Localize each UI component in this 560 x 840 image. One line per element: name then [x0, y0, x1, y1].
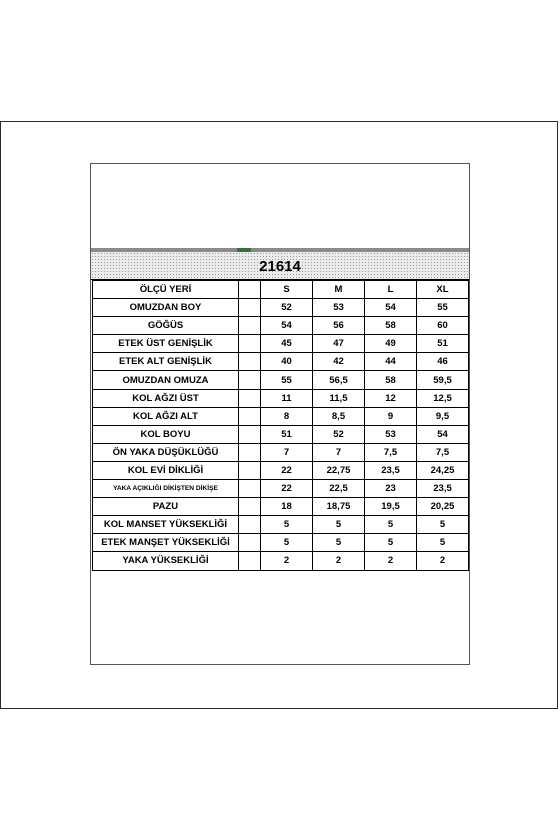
measurement-value: 12,5 [417, 389, 469, 407]
measurement-value: 11,5 [313, 389, 365, 407]
gap-cell [239, 534, 261, 552]
measurement-value: 53 [365, 425, 417, 443]
table-row [93, 299, 469, 317]
measurement-value: 7,5 [365, 443, 417, 461]
table-row [93, 534, 469, 552]
table-row [93, 335, 469, 353]
measurement-value: 55 [261, 371, 313, 389]
gap-cell [239, 389, 261, 407]
measurement-value: 54 [365, 299, 417, 317]
measurement-value: 58 [365, 371, 417, 389]
gap-cell [239, 443, 261, 461]
table-row [93, 443, 469, 461]
measurement-label: KOL AĞZI ÜST [93, 389, 239, 407]
measurement-value: 8 [261, 407, 313, 425]
table-row [93, 480, 469, 498]
measurement-label: ÖN YAKA DÜŞÜKLÜĞÜ [93, 443, 239, 461]
measurement-value: 46 [417, 353, 469, 371]
gap-cell [239, 552, 261, 570]
measurement-value: 2 [313, 552, 365, 570]
gap-cell [239, 480, 261, 498]
measurement-label: OMUZDAN BOY [93, 299, 239, 317]
header-label: ÖLÇÜ YERİ [93, 281, 239, 299]
size-table [92, 280, 469, 571]
measurement-value: 5 [313, 516, 365, 534]
gap-cell [239, 335, 261, 353]
measurement-label: ETEK ALT GENİŞLİK [93, 353, 239, 371]
measurement-value: 12 [365, 389, 417, 407]
measurement-label: KOL EVİ DİKLİĞİ [93, 461, 239, 479]
measurement-value: 9,5 [417, 407, 469, 425]
size-header-xl: XL [417, 281, 469, 299]
measurement-value: 45 [261, 335, 313, 353]
measurement-value: 49 [365, 335, 417, 353]
gap-cell [239, 498, 261, 516]
table-row [93, 516, 469, 534]
measurement-value: 5 [417, 516, 469, 534]
measurement-value: 51 [261, 425, 313, 443]
table-row [93, 425, 469, 443]
measurement-value: 24,25 [417, 461, 469, 479]
measurement-label: GÖĞÜS [93, 317, 239, 335]
measurement-value: 56 [313, 317, 365, 335]
measurement-value: 7,5 [417, 443, 469, 461]
measurement-value: 22 [261, 461, 313, 479]
gap-cell [239, 317, 261, 335]
measurement-value: 59,5 [417, 371, 469, 389]
gap-cell [239, 407, 261, 425]
table-row [93, 552, 469, 570]
measurement-value: 5 [365, 534, 417, 552]
measurement-value: 53 [313, 299, 365, 317]
measurement-value: 2 [417, 552, 469, 570]
table-body [93, 299, 469, 570]
measurement-value: 5 [417, 534, 469, 552]
measurement-value: 19,5 [365, 498, 417, 516]
measurement-label: KOL MANSET YÜKSEKLİĞİ [93, 516, 239, 534]
measurement-label: OMUZDAN OMUZA [93, 371, 239, 389]
measurement-value: 22 [261, 480, 313, 498]
gap-cell [239, 299, 261, 317]
measurement-value: 23,5 [365, 461, 417, 479]
table-row [93, 371, 469, 389]
measurement-value: 60 [417, 317, 469, 335]
measurement-label: ETEK MANŞET YÜKSEKLİĞİ [93, 534, 239, 552]
measurement-label: YAKA YÜKSEKLİĞİ [93, 552, 239, 570]
measurement-value: 5 [365, 516, 417, 534]
measurement-value: 22,75 [313, 461, 365, 479]
measurement-value: 7 [313, 443, 365, 461]
measurement-value: 58 [365, 317, 417, 335]
measurement-value: 40 [261, 353, 313, 371]
gap-cell [239, 425, 261, 443]
measurement-value: 55 [417, 299, 469, 317]
measurement-value: 23,5 [417, 480, 469, 498]
measurement-value: 2 [261, 552, 313, 570]
size-header-s: S [261, 281, 313, 299]
header-gap [239, 281, 261, 299]
title-row [91, 252, 469, 280]
header-row [93, 281, 469, 299]
measurement-value: 47 [313, 335, 365, 353]
product-code: 21614 [259, 258, 301, 275]
measurement-value: 8,5 [313, 407, 365, 425]
table-row [93, 461, 469, 479]
gap-cell [239, 353, 261, 371]
measurement-value: 52 [313, 425, 365, 443]
measurement-value: 7 [261, 443, 313, 461]
size-header-l: L [365, 281, 417, 299]
measurement-value: 23 [365, 480, 417, 498]
size-header-m: M [313, 281, 365, 299]
measurement-value: 11 [261, 389, 313, 407]
measurement-value: 54 [417, 425, 469, 443]
table-row [93, 498, 469, 516]
measurement-value: 42 [313, 353, 365, 371]
measurement-value: 18,75 [313, 498, 365, 516]
table-row [93, 407, 469, 425]
gap-cell [239, 371, 261, 389]
gap-cell [239, 461, 261, 479]
measurement-value: 5 [261, 516, 313, 534]
measurement-value: 54 [261, 317, 313, 335]
gap-cell [239, 516, 261, 534]
measurement-value: 22,5 [313, 480, 365, 498]
measurement-value: 9 [365, 407, 417, 425]
measurement-value: 56,5 [313, 371, 365, 389]
measurement-value: 5 [261, 534, 313, 552]
table-row [93, 353, 469, 371]
measurement-label: KOL BOYU [93, 425, 239, 443]
measurement-value: 51 [417, 335, 469, 353]
measurement-label: KOL AĞZI ALT [93, 407, 239, 425]
table-row [93, 389, 469, 407]
measurement-value: 44 [365, 353, 417, 371]
measurement-value: 52 [261, 299, 313, 317]
measurement-label: ETEK ÜST GENİŞLİK [93, 335, 239, 353]
table-row [93, 317, 469, 335]
measurement-value: 20,25 [417, 498, 469, 516]
measurement-value: 18 [261, 498, 313, 516]
measurement-label: PAZU [93, 498, 239, 516]
measurement-value: 2 [365, 552, 417, 570]
measurement-value: 5 [313, 534, 365, 552]
measurement-label: YAKA AÇIKLIĞI DİKİŞTEN DİKİŞE [93, 480, 239, 498]
